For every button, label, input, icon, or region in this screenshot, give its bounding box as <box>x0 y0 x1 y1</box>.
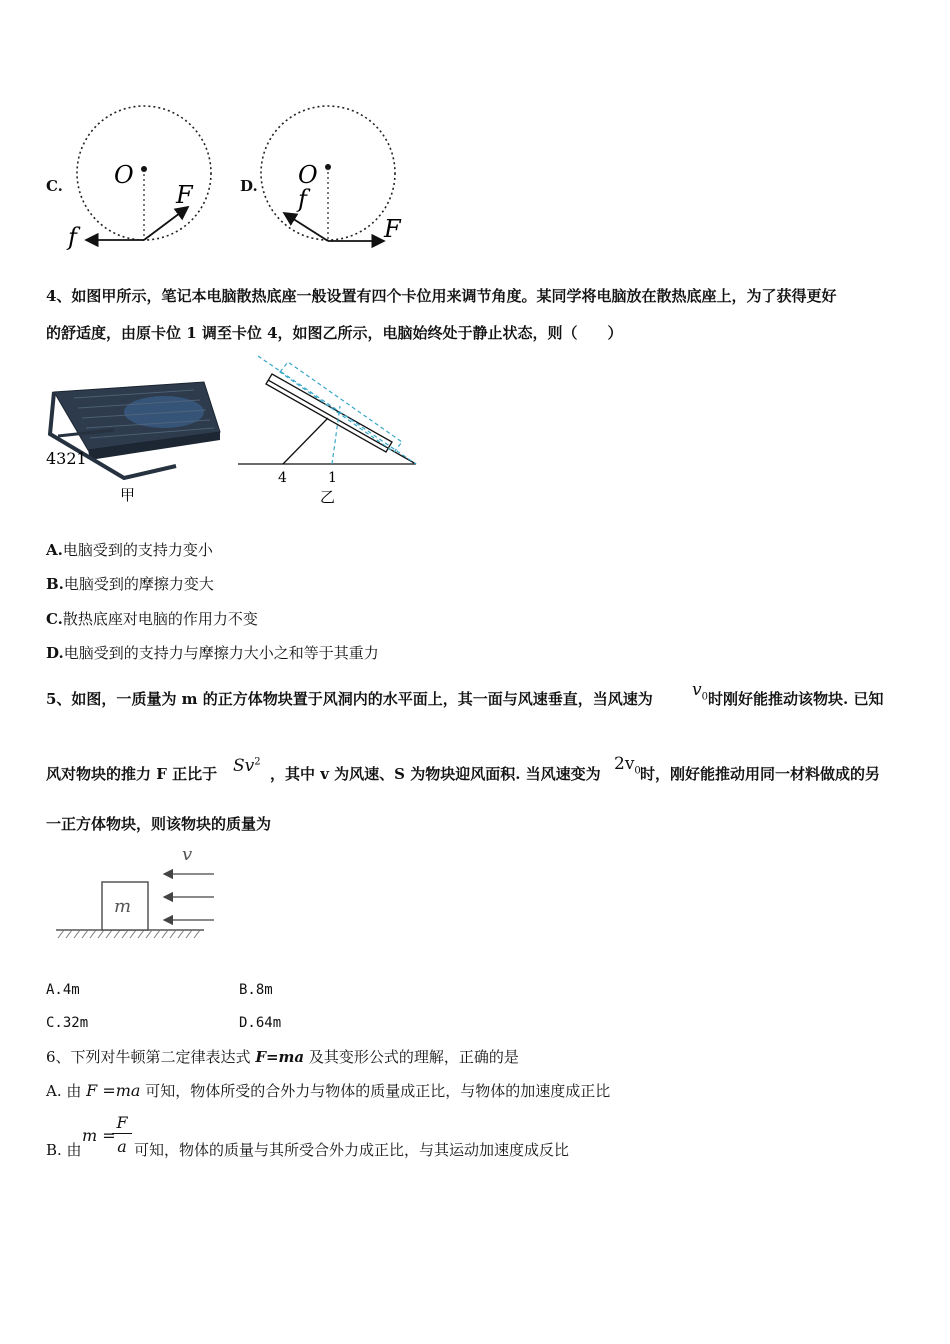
force-f-label: F <box>176 181 193 209</box>
q4-stem-line2: 的舒适度，由原卡位 1 调至卡位 4，如图乙所示，电脑始终处于静止状态，则（ ） <box>46 324 623 342</box>
option-d-diagram <box>250 95 420 255</box>
svg-text:O: O <box>298 161 318 189</box>
q4-stem-line1: 4、如图甲所示，笔记本电脑散热底座一般设置有四个卡位用来调节角度。某同学将电脑放在散热底座上，为了获得更好 <box>46 287 837 305</box>
q6-option-a: A. 由 F =ma 可知，物体所受的合外力与物体的质量成正比，与物体的加速度成正比 <box>46 1081 611 1100</box>
q6-option-b-numerator: F <box>112 1113 132 1134</box>
center-o-label: O <box>114 161 134 189</box>
option-c-label: C. <box>46 177 63 195</box>
q4-option-d: D.电脑受到的支持力与摩擦力大小之和等于其重力 <box>46 644 379 662</box>
q5-line1-a: 5、如图，一质量为 m 的正方体物块置于风洞内的水平面上，其一面与风速垂直，当风速为 <box>46 690 653 708</box>
slot-labels: 4321 <box>46 449 87 468</box>
q6-option-b-pre: B. 由 <box>46 1141 82 1159</box>
q5-option-b: B.8m <box>239 982 273 998</box>
q6-option-b-text: 可知，物体的质量与其所受合外力成正比，与其运动加速度成反比 <box>134 1141 570 1159</box>
q5-sv2: Sv$^2$ <box>233 756 261 776</box>
friction-f-label: f <box>68 223 77 251</box>
q4-option-a: A.电脑受到的支持力变小 <box>46 541 213 559</box>
q5-option-d: D.64m <box>239 1015 282 1031</box>
svg-text:4: 4 <box>278 470 287 486</box>
q5-line2-c: 时，刚好能推动用同一材料做成的另 <box>640 765 881 783</box>
q5-line1-b: 时刚好能推动该物块. 已知 <box>708 690 884 708</box>
q5-v0: $v_0$ <box>692 680 708 703</box>
svg-text:f: f <box>298 185 307 213</box>
q5-option-c: C.32m <box>46 1015 89 1031</box>
figure-jia-cooling-pad <box>44 372 229 502</box>
q5-line2-a: 风对物块的推力 F 正比于 <box>46 765 218 783</box>
figure-yi-caption: 乙 <box>320 488 336 506</box>
svg-text:1: 1 <box>328 470 337 486</box>
q5-option-a: A.4m <box>46 982 80 998</box>
option-c-diagram <box>60 95 230 255</box>
q4-option-b: B.电脑受到的摩擦力变大 <box>46 575 214 593</box>
q6-option-b-denominator: a <box>117 1137 127 1156</box>
svg-text:m: m <box>114 896 132 917</box>
q5-2v0: $2v_0$ <box>614 754 641 777</box>
svg-text:v: v <box>182 844 193 865</box>
option-d-label: D. <box>240 177 258 195</box>
q5-line3: 一正方体物块，则该物块的质量为 <box>46 815 272 833</box>
svg-text:F: F <box>384 215 401 243</box>
q4-option-c: C.散热底座对电脑的作用力不变 <box>46 610 258 628</box>
q6-stem: 6、下列对牛顿第二定律表达式 F=ma 及其变形公式的理解，正确的是 <box>46 1048 519 1066</box>
figure-yi-diagram <box>236 352 426 507</box>
q5-wind-tunnel-figure <box>54 842 224 942</box>
q6-option-b-m: m = <box>82 1126 116 1145</box>
q5-line2-b: ，其中 v 为风速、S 为物块迎风面积. 当风速变为 <box>270 765 601 783</box>
figure-jia-caption: 甲 <box>120 486 136 504</box>
